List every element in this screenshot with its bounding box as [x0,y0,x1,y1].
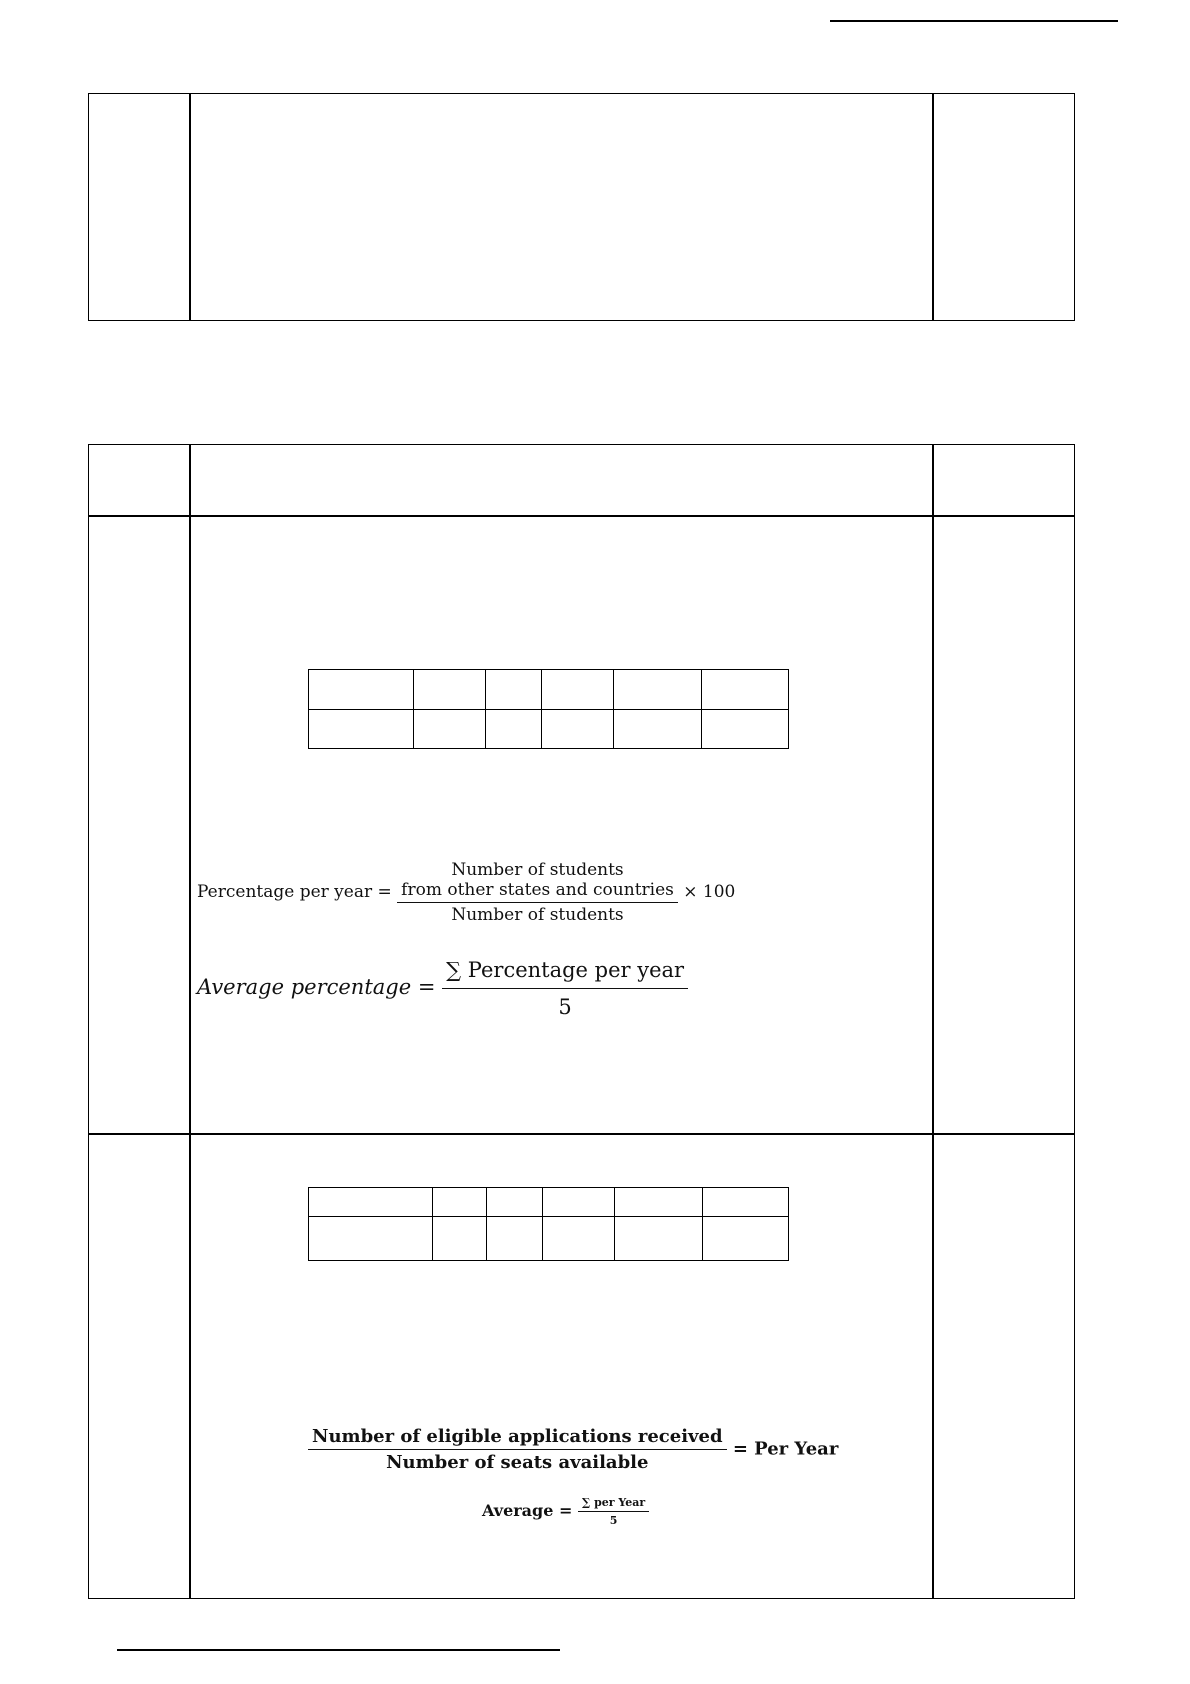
header-rule [830,20,1118,22]
table-cell [703,1188,789,1217]
formula-rhs: = Per Year [732,1438,839,1460]
table-row [309,1217,789,1261]
formula-per-year [308,1426,838,1473]
table-cell [543,1188,615,1217]
table-cell [309,670,414,710]
fraction-numerator: Number of eligible applications received [308,1426,727,1450]
table-cell [543,1217,615,1261]
main-table-row-line [89,1133,1074,1135]
table-cell [433,1188,487,1217]
fraction [442,958,688,1019]
table-cell [486,670,542,710]
formula-lhs: Average = [482,1501,573,1520]
table-cell [487,1188,543,1217]
table-cell [414,670,486,710]
fraction-numerator: ∑ Percentage per year [442,958,688,989]
footnote-rule [117,1649,560,1651]
formula-lhs: Percentage per year = [197,882,392,902]
table-cell [433,1217,487,1261]
numerator-line-1: Number of students [451,860,624,880]
numerator-line-2: from other states and countries [401,880,674,900]
formula-percentage-per-year [197,860,735,925]
table-cell [614,709,702,749]
fraction-numerator: ∑ per Year [578,1496,649,1512]
table-cell [614,670,702,710]
formula-average [482,1496,649,1527]
main-table-divider-left [189,445,191,1598]
table-cell [702,709,789,749]
table-cell [309,1188,433,1217]
upper-table [88,93,1075,321]
table-row [309,1188,789,1217]
table-cell [414,709,486,749]
formula-multiplier: × 100 [683,882,736,902]
table-cell [309,709,414,749]
fraction-denominator: Number of seats available [386,1452,649,1473]
inner-table-applications [308,1187,789,1261]
table-row [309,709,789,749]
formula-average-percentage [197,958,688,1019]
formula-lhs: Average percentage = [197,975,436,999]
main-table-divider-right [932,445,934,1598]
table-cell [486,709,542,749]
fraction [397,860,678,925]
table-row [309,670,789,710]
table-cell [615,1188,703,1217]
table-cell [542,709,614,749]
table-cell [703,1217,789,1261]
fraction [308,1426,727,1473]
fraction-numerator-2 [397,880,678,903]
fraction-denominator: 5 [609,1514,618,1527]
fraction [578,1496,649,1527]
table-cell [702,670,789,710]
upper-table-divider-right [932,94,934,320]
table-cell [309,1217,433,1261]
table-cell [487,1217,543,1261]
main-table-header-row-line [89,515,1074,517]
table-cell [615,1217,703,1261]
fraction-denominator: 5 [558,995,572,1019]
fraction-denominator: Number of students [451,905,624,925]
fraction-numerator [447,860,627,880]
inner-table-students [308,669,789,749]
table-cell [542,670,614,710]
upper-table-divider-left [189,94,191,320]
